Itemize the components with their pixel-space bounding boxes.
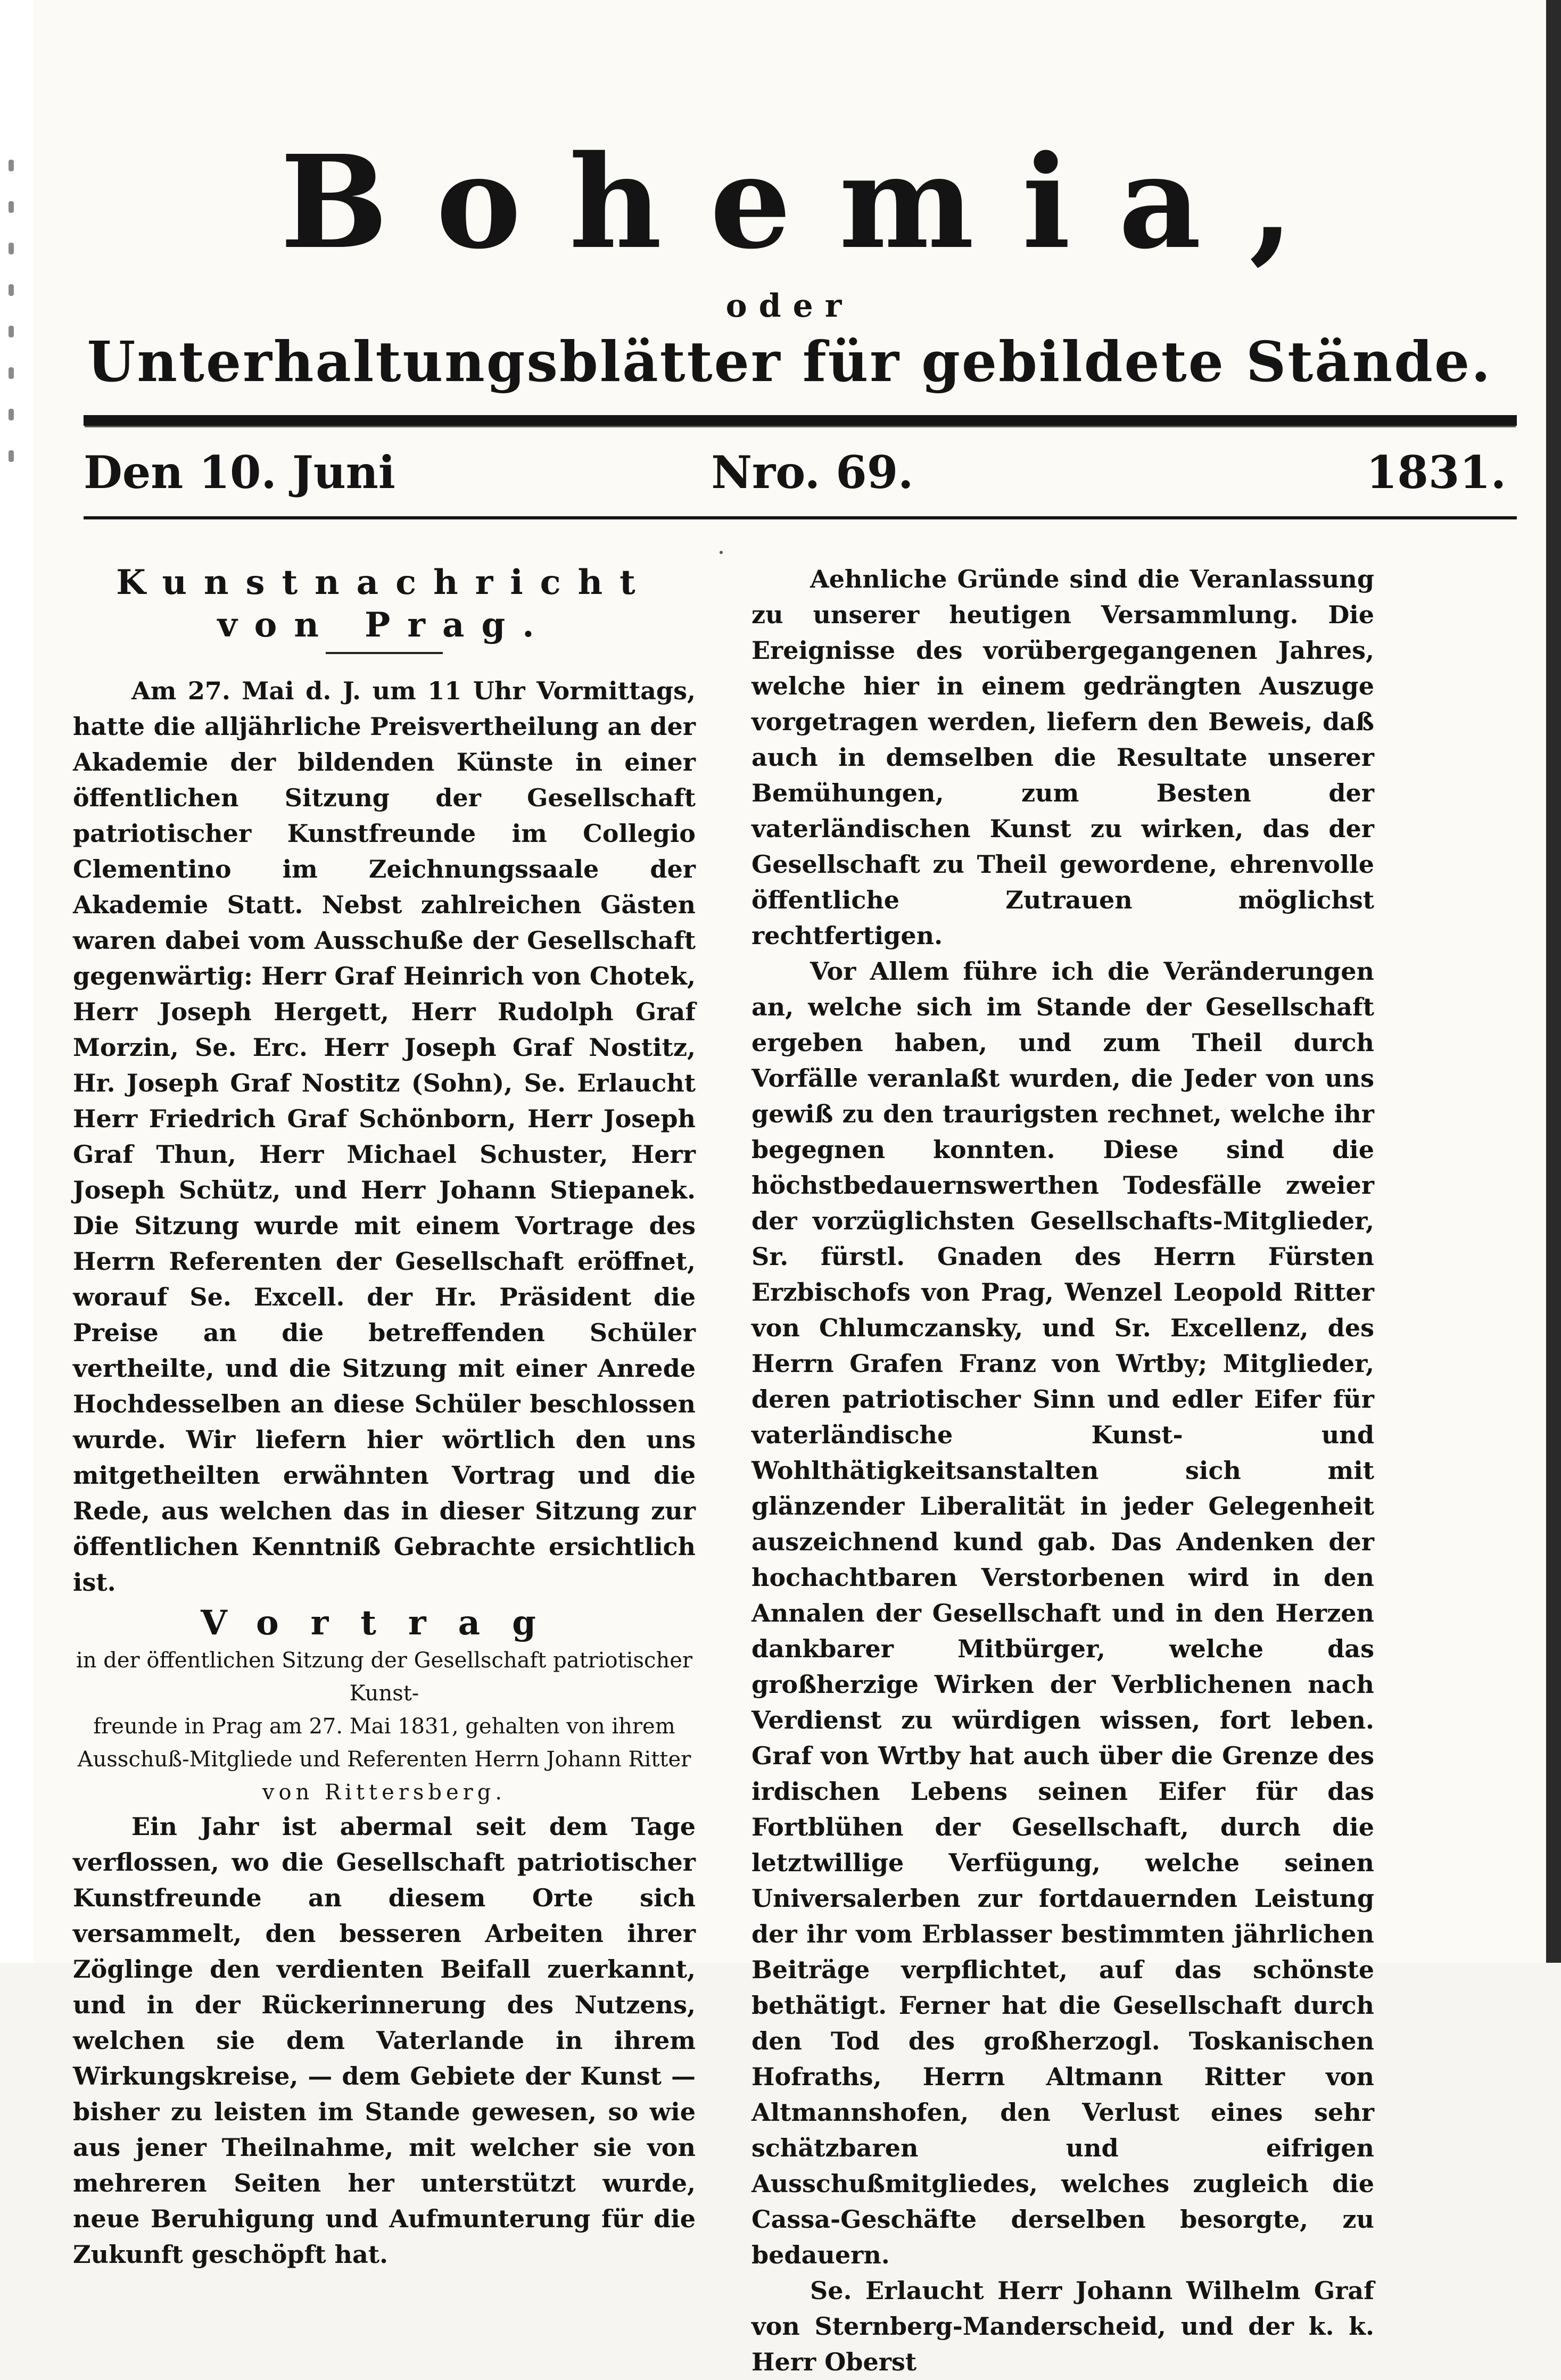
issue-year: 1831.: [1366, 446, 1506, 499]
vortrag-body: Ein Jahr ist abermal seit dem Tage verflossen, wo die Gesellschaft patriotischer Kunstfreunde an diesem Orte sich versammelt, den besseren Arbeiten ihrer Zöglinge den verdienten Beifall zuerkannt, und in der Rückerinnerung des Nutzens, welchen sie dem Vaterlande in ihrem Wirkungskreise, — dem Gebiete der Kunst — bisher zu leisten im Stande gewesen, so wie aus jener Theilnahme, mit welcher sie von mehreren Seiten her unterstützt wurde, neue Beruhigung und Aufmunterung für die Zukunft geschöpft hat.: [73, 1812, 696, 2269]
paragraph-3: Se. Erlaucht Herr Johann Wilhelm Graf von Sternberg-Manderscheid, und der k. k. Herr Oberst: [751, 2276, 1374, 2376]
dateline-rule: [84, 516, 1517, 519]
dateline: [84, 446, 1517, 505]
ornament-dot: [720, 551, 723, 554]
vortrag-heading: Vortrag: [201, 1603, 568, 1643]
vortrag-sub-line-1: in der öffentlichen Sitzung der Gesellschaft patriotischer Kunst-: [76, 1648, 692, 1706]
left-column: [73, 561, 696, 2272]
article-heading: Kunstnachricht von Prag.: [116, 563, 653, 645]
newspaper-page: [33, 0, 1546, 2376]
vortrag-sub-line-4: von Rittersberg.: [262, 1780, 507, 1805]
vortrag-sub-line-2: freunde in Prag am 27. Mai 1831, gehalten von ihrem: [93, 1714, 675, 1739]
masthead-title: Bohemia,: [280, 127, 1342, 277]
masthead-subtitle: Unterhaltungsblätter für gebildete Stände.: [87, 329, 1492, 394]
scan-edge-marks: [4, 160, 26, 532]
scan-left-edge: [0, 0, 36, 1963]
paragraph-2: Vor Allem führe ich die Veränderungen an, welche sich im Stande der Gesellschaft ergeben haben, und zum Theil durch Vorfälle veranlaßt wurden, die Jeder von uns gewiß zu den traurigsten rechnet, welche ihr begegnen konnten. Diese sind die höchstbedauernswerthen Todesfälle zweier der vorzüglichsten Gesellschafts-Mitglieder, Sr. fürstl. Gnaden des Herrn Fürsten Erzbischofs von Prag, Wenzel Leopold Ritter von Chlumczansky, und Sr. Excellenz, des Herrn Grafen Franz von Wrtby; Mitglieder, deren patriotischer Sinn und edler Eifer für vaterländische Kunst- und Wohlthätigkeitsanstalten sich mit glänzender Liberalität in jeder Gelegenheit auszeichnend kund gab. Das Andenken der hochachtbaren Verstorbenen wird in den Annalen der Gesellschaft und in den Herzen dankbarer Mitbürger, welche das großherzige Wirken der Verblichenen nach Verdienst zu würdigen wissen, fort leben. Graf von Wrtby hat auch über die Grenze des irdischen Lebens seinen Eifer für das Fortblühen der Gesellschaft, durch die letztwillige Verfügung, welche seinen Universalerben zur fortdauernden Leistung der ihr vom Erblasser bestimmten jährlichen Beiträge verpflichtet, auf das schönste bethätigt. Ferner hat die Gesellschaft durch den Tod des großherzogl. Toskanischen Hofraths, Herrn Altmann Ritter von Altmannshofen, den Verlust eines sehr schätzbaren und eifrigen Ausschußmitgliedes, welches zugleich die Cassa-Geschäfte derselben besorgte, zu bedauern.: [751, 957, 1374, 2269]
masthead-oder: oder: [725, 287, 854, 325]
masthead: [33, 127, 1546, 394]
scan-right-edge: [1546, 0, 1561, 1963]
paragraph-1: Aehnliche Gründe sind die Veranlassung zu unserer heutigen Versammlung. Die Ereignisse des vorübergegangenen Jahres, welche hier in einem gedrängten Auszuge vorgetragen werden, liefern den Beweis, daß auch in demselben die Resultate unserer Bemühungen, zum Besten der vaterländischen Kunst zu wirken, das der Gesellschaft zu Theil gewordene, ehrenvolle öffentliche Zutrauen möglichst rechtfertigen.: [751, 565, 1374, 950]
issue-date: Den 10. Juni: [84, 446, 395, 499]
right-column: [751, 561, 1374, 2380]
article-intro: Am 27. Mai d. J. um 11 Uhr Vormittags, hatte die alljährliche Preisvertheilung an der Akademie der bildenden Künste in einer öffentlichen Sitzung der Gesellschaft patriotischer Kunstfreunde im Collegio Clementino im Zeichnungssaale der Akademie Statt. Nebst zahlreichen Gästen waren dabei vom Ausschuße der Gesellschaft gegenwärtig: Herr Graf Heinrich von Chotek, Herr Joseph Hergett, Herr Rudolph Graf Morzin, Se. Erc. Herr Joseph Graf Nostitz, Hr. Joseph Graf Nostitz (Sohn), Se. Erlaucht Herr Friedrich Graf Schönborn, Herr Joseph Graf Thun, Herr Michael Schuster, Herr Joseph Schütz, und Herr Johann Stiepanek. Die Sitzung wurde mit einem Vortrage des Herrn Referenten der Gesellschaft eröffnet, worauf Se. Excell. der Hr. Präsident die Preise an die betreffenden Schüler vertheilte, und die Sitzung mit einer Anrede Hochdesselben an diese Schüler beschlossen wurde. Wir liefern hier wörtlich den uns mitgetheilten erwähnten Vortrag und die Rede, aus welchen das in dieser Sitzung zur öffentlichen Kenntniß Gebrachte ersichtlich ist.: [73, 676, 696, 1597]
vortrag-subheading: [73, 1644, 696, 1809]
issue-number: Nro. 69.: [711, 446, 914, 499]
masthead-thick-rule: [84, 415, 1517, 426]
heading-rule: [326, 652, 443, 654]
vortrag-sub-line-3: Ausschuß-Mitgliede und Referenten Herrn Johann Ritter: [77, 1747, 691, 1772]
